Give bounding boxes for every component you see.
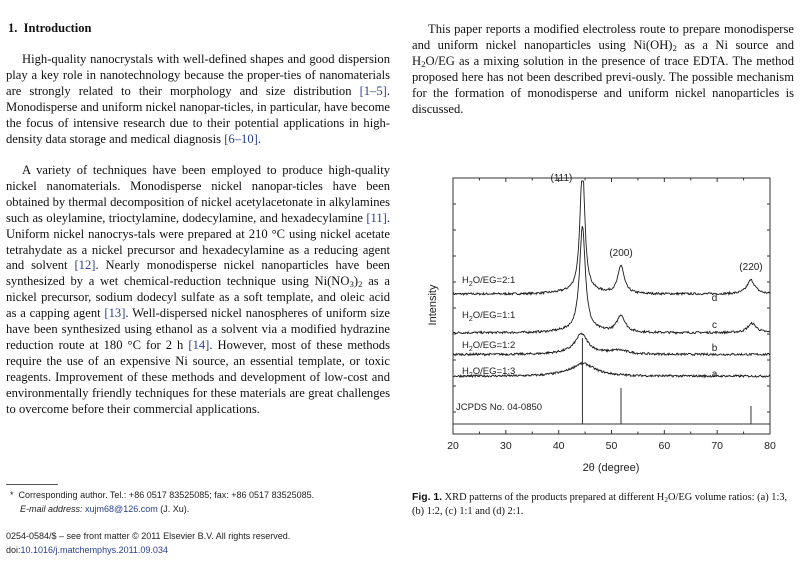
- plot-frame: [453, 178, 770, 434]
- peak-label: (200): [609, 248, 633, 259]
- citation-link[interactable]: [6–10]: [224, 131, 258, 146]
- x-tick-label: 20: [447, 440, 459, 452]
- section-heading: 1. Introduction: [8, 21, 92, 35]
- copyright-block: 0254-0584/$ – see front matter © 2011 Elsevier B.V. All rights reserved. doi:10.1016/j.matchemphys.2011.09.034: [6, 531, 291, 555]
- x-axis-label: 2θ (degree): [582, 462, 640, 474]
- peak-label: (220): [739, 262, 763, 273]
- x-tick-label: 40: [552, 440, 565, 452]
- doi-link[interactable]: 10.1016/j.matchemphys.2011.09.034: [20, 544, 168, 555]
- figure-caption: Fig. 1. XRD patterns of the products prepared at different $H_2O/EG$ volume ratios: (a) 1:3, (b) 1:2, (c) 1:1 and (d) 2:1.: [412, 492, 788, 517]
- reference-label: JCPDS No. 04-0850: [456, 402, 543, 413]
- citation-link[interactable]: [12]: [74, 258, 96, 273]
- series-letter: d: [711, 293, 718, 304]
- peak-label: (111): [550, 173, 573, 184]
- citation-link[interactable]: [1–5]: [359, 83, 387, 98]
- intro-paragraph-2: A variety of techniques have been employed to produce high-quality nickel nanomaterials. Monodisperse nickel nanopar-ticles have been obtained by thermal decomposition of nickel acetylacetonate in alkylamines such as oleylamine, trioctylamine, dodecylamine, and hexadecylamine [11]. Uniform nickel nanocrys-tals were prepared at 210 °C using nickel acetate tetrahydate as a nickel precursor and hexadecylamine as a reducing agent and solvent [12]. Nearly monodisperse nickel nanoparticles have been synthesized by a wet chemical-reduction technique using $Ni(NO_3)_2$ as a nickel precursor, sodium dodecyl sulfate as a soft template, and oleic acid as a capping agent [13]. Well-dispersed nickel nanospheres of uniform size have been synthesized using ethanol as a solvent via a modified hydrazine reduction route at 180 °C for 2 h [14]. However, most of these methods require the use of an expensive Ni source, an essential template, or toxic reagents. Improvement of these methods and development of low-cost and environmentally friendly techniques for these materials are great challenges to overcome before their commercial applications.: [6, 163, 391, 416]
- x-tick-label: 70: [711, 440, 724, 452]
- citation-link[interactable]: [14]: [188, 337, 210, 352]
- series-label: $H_2O/EG=1:3$: [462, 366, 516, 379]
- series-letter: b: [711, 343, 718, 354]
- intro-paragraph-3: This paper reports a modified electroless route to prepare monodisperse and uniform nickel nanoparticles using $Ni(OH)_2$ as a Ni source and $H_2O/EG$ as a mixing solution in the presence of trace EDTA. The method proposed here has not been described previ-ously. The possible mechanism for the formation of monodisperse and uniform nickel nanoparticles is discussed.: [412, 22, 794, 116]
- email-link[interactable]: xujm68@126.com: [85, 503, 158, 514]
- y-axis-label: Intensity: [427, 284, 439, 326]
- citation-link[interactable]: [11]: [366, 210, 387, 225]
- citation-link[interactable]: [13]: [104, 306, 126, 321]
- series-letter: c: [712, 320, 718, 331]
- x-tick-label: 80: [764, 440, 776, 452]
- footnote: * Corresponding author. Tel.: +86 0517 83525085; fax: +86 0517 83525085. E-mail address: xujm68@126.com (J. Xu).: [10, 490, 315, 514]
- footnote-rule: [6, 484, 58, 485]
- series-label: $H_2O/EG=1:2$: [462, 340, 516, 353]
- intro-paragraph-1: High-quality nanocrystals with well-defined shapes and good dispersion play a key role in nanotechnology because the proper-ties of nanomaterials are strongly related to their morphology and size distribution [1–5]. Monodisperse and uniform nickel nanopar-ticles, in particular, have become the focus of intensive research due to their potential applications in high-density data storage and medical diagnosis [6–10].: [6, 52, 390, 146]
- xrd-chart: [410, 155, 785, 490]
- x-tick-label: 50: [605, 440, 618, 452]
- series-letter: a: [711, 369, 718, 380]
- x-tick-label: 60: [658, 440, 671, 452]
- series-label: $H_2O/EG=1:1$: [462, 310, 516, 323]
- series-label: $H_2O/EG=2:1$: [462, 275, 516, 288]
- x-tick-label: 30: [499, 440, 512, 452]
